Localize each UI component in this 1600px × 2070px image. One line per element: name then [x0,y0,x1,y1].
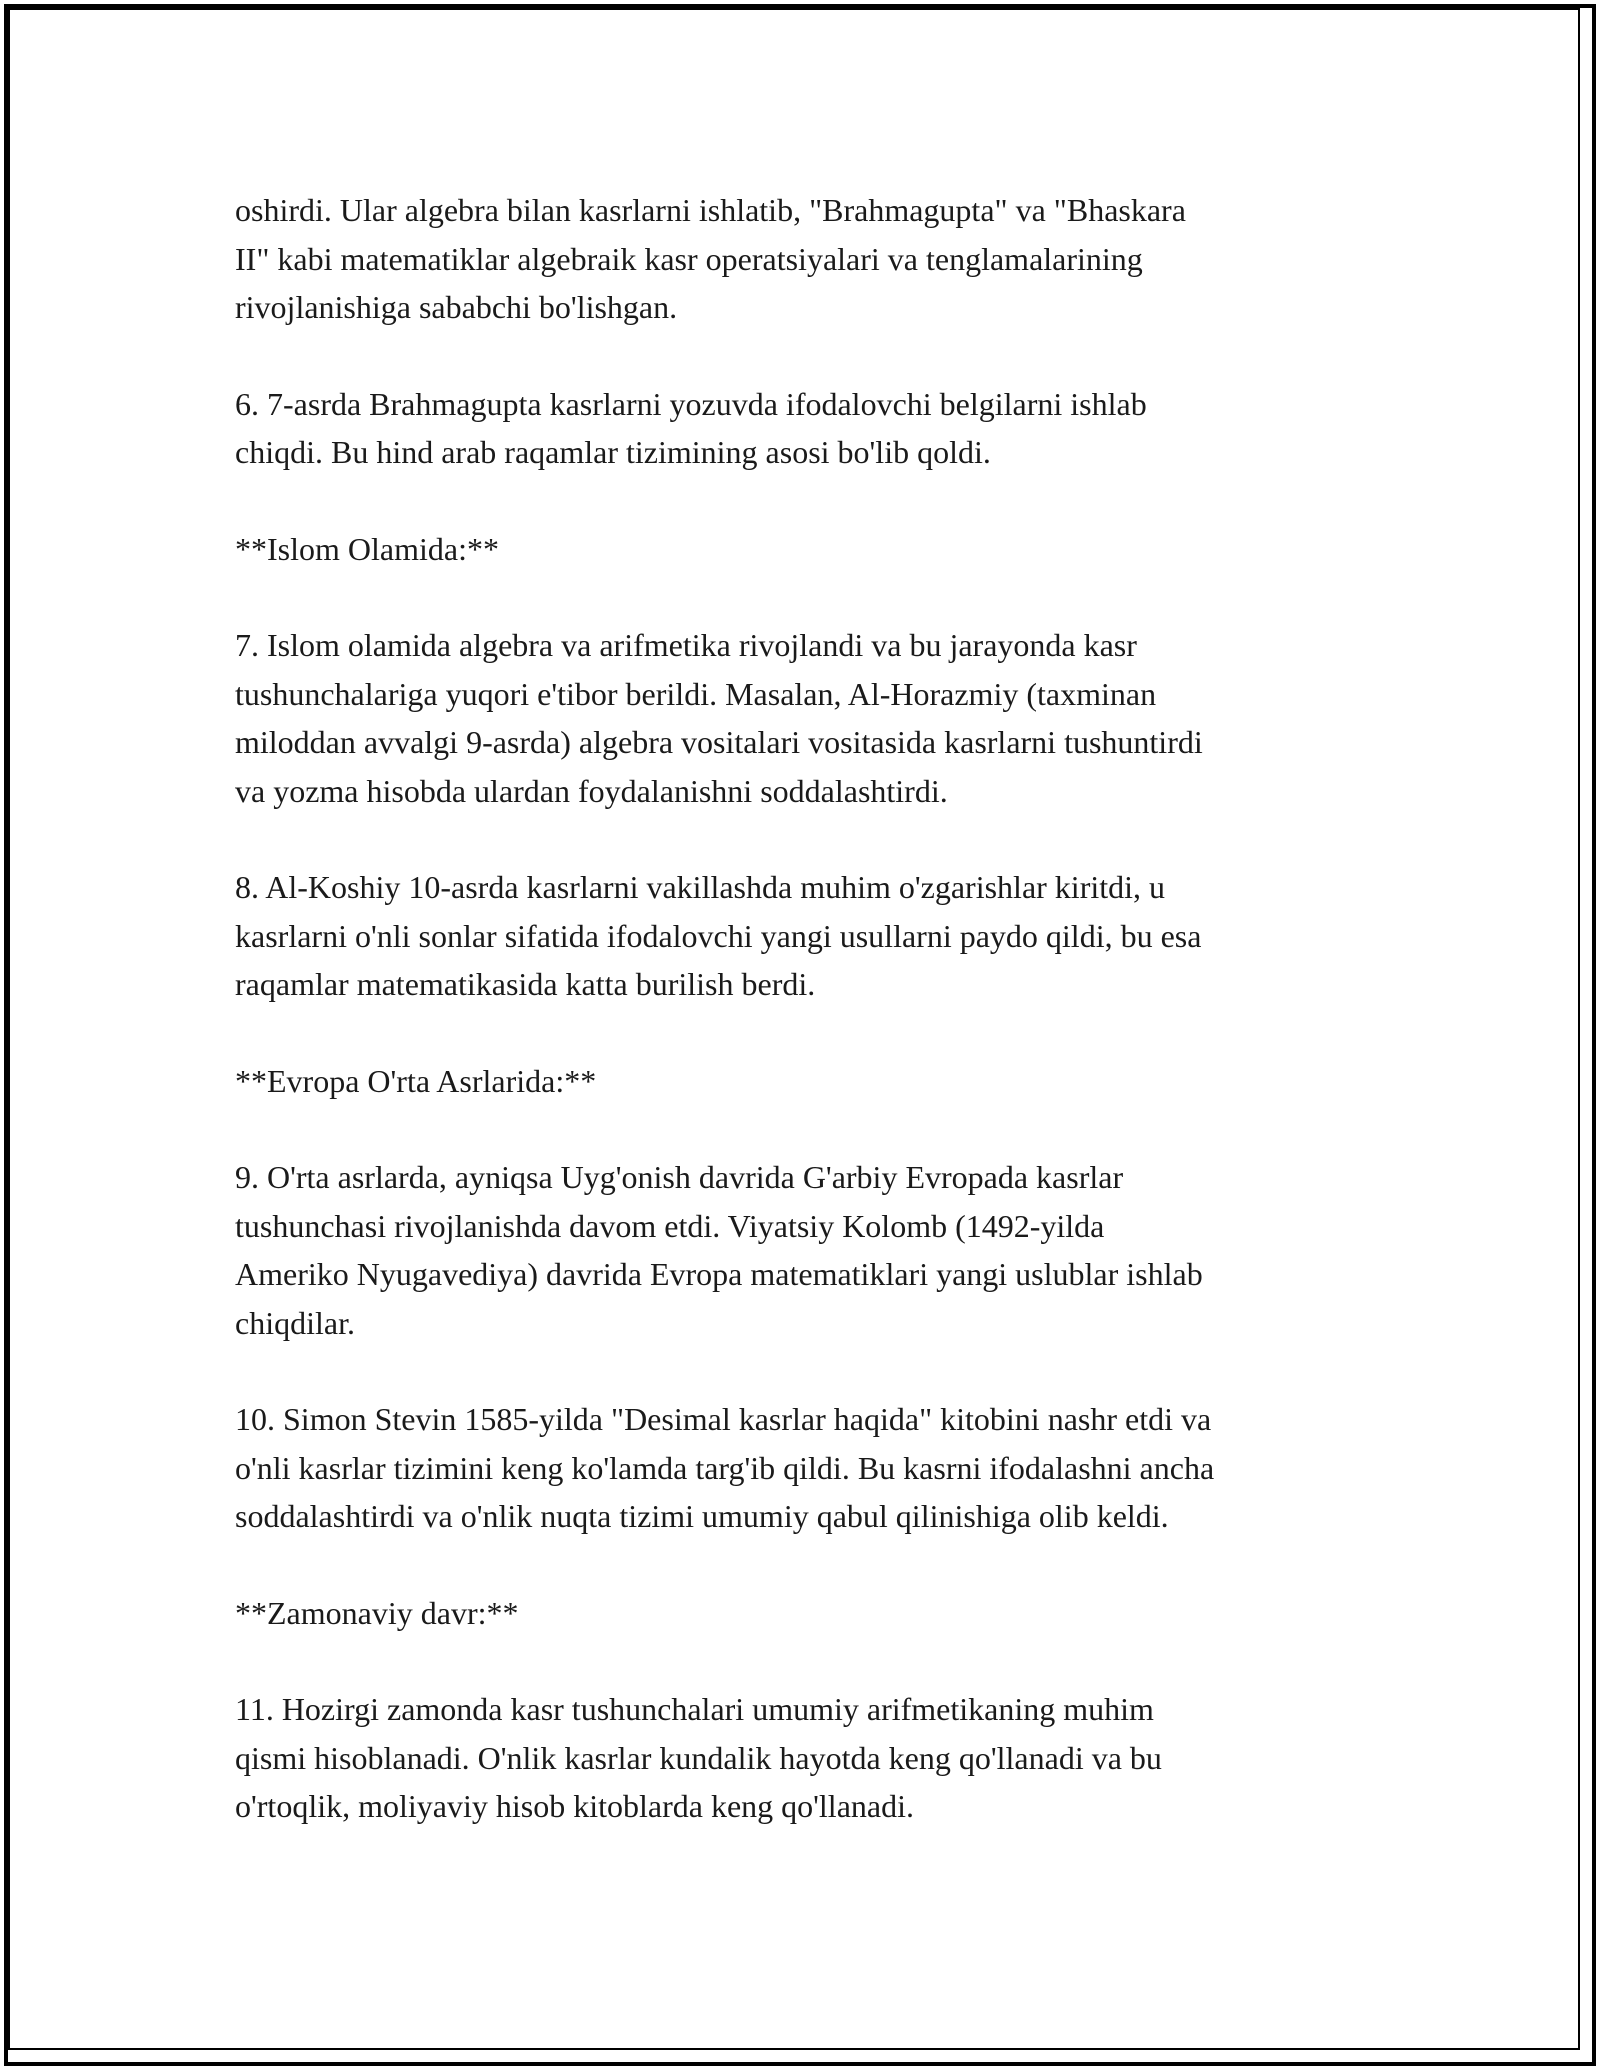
section-heading-zamonaviy-davr: **Zamonaviy davr:** [235,1594,519,1631]
paragraph-item-7: 7. Islom olamida algebra va arifmetika rivojlandi va bu jarayonda kasr tushunchalariga yuqori e'tibor berildi. Masalan, Al-Horazmiy (taxminan miloddan avvalgi 9-asrda) algebra vositalari vositasida kasrlarni tushuntirdi va yozma hisobda ulardan foydalanishni soddalashtirdi. [235,627,1203,809]
section-heading-islom-olamida: **Islom Olamida:** [235,530,499,567]
section-heading-evropa-orta-asrlarida: **Evropa O'rta Asrlarida:** [235,1062,597,1099]
paragraph-item-8: 8. Al-Koshiy 10-asrda kasrlarni vakillashda muhim o'zgarishlar kiritdi, u kasrlarni o'nli sonlar sifatida ifodalovchi yangi usullarni paydo qildi, bu esa raqamlar matematikasida katta burilish berdi. [235,869,1202,1002]
paragraph-item-9: 9. O'rta asrlarda, ayniqsa Uyg'onish davrida G'arbiy Evropada kasrlar tushunchasi rivojlanishda davom etdi. Viyatsiy Kolomb (1492-yilda Ameriko Nyugavediya) davrida Evropa matematiklari yangi uslublar ishlab chiqdilar. [235,1159,1203,1341]
document-body [235,186,1380,1879]
paragraph-item-10: 10. Simon Stevin 1585-yilda "Desimal kasrlar haqida" kitobini nashr etdi va o'nli kasrlar tizimini keng ko'lamda targ'ib qildi. Bu kasrni ifodalashni ancha soddalashtirdi va o'nlik nuqta tizimi umumiy qabul qilinishiga olib keldi. [235,1401,1215,1534]
paragraph-item-6: 6. 7-asrda Brahmagupta kasrlarni yozuvda ifodalovchi belgilarni ishlab chiqdi. Bu hind arab raqamlar tizimining asosi bo'lib qoldi. [235,385,1147,470]
paragraph-continuation: oshirdi. Ular algebra bilan kasrlarni ishlatib, "Brahmagupta" va "Bhaskara II" kabi matematiklar algebraik kasr operatsiyalari va tenglamalarining rivojlanishiga sababchi bo'lishgan. [235,192,1186,325]
paragraph-item-11: 11. Hozirgi zamonda kasr tushunchalari umumiy arifmetikaning muhim qismi hisoblanadi. O'nlik kasrlar kundalik hayotda keng qo'llanadi va bu o'rtoqlik, moliyaviy hisob kitoblarda keng qo'llanadi. [235,1691,1162,1824]
